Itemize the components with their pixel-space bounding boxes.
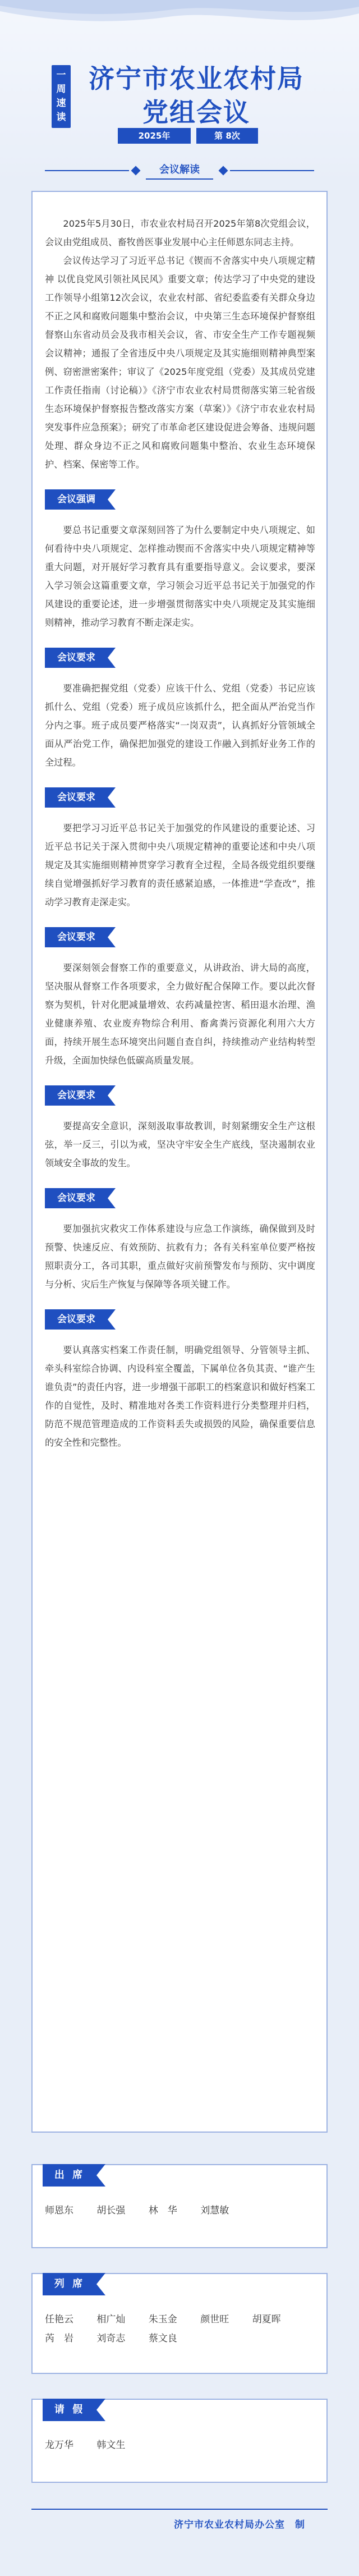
section-block <box>45 911 315 1070</box>
year-badge: 2025年 <box>118 128 191 144</box>
leave-names <box>45 2436 316 2455</box>
page-title <box>79 62 314 129</box>
attendee-name: 胡长强 <box>96 2205 126 2216</box>
attendee-name: 颜世旺 <box>200 2314 229 2325</box>
header <box>0 0 359 185</box>
section-label <box>0 162 359 180</box>
section-text: 要深刻领会督察工作的重要意义，从讲政治、讲大局的高度，坚决服从督察工作各项要求，全力做好配合保障工作。要以此次督察为契机，针对化肥减量增效、农药减量控害、稻田退水治理、渔业健康养殖、农业废弃物综合利用、畜禽粪污资源化利用六大方面，持续开展生态环境突出问题自查自纠，持续推动产业结构转型升级，全面加快绿色低碳高质量发展。 <box>45 962 315 1066</box>
attending-label: 列 席 <box>43 2273 96 2295</box>
section-block <box>45 474 315 632</box>
intro-paragraph-2: 会议传达学习了习近平总书记《锲而不舍落实中央八项规定精神 以优良党风引领社风民风》重要文章；传达学习了中央党的建设工作领导小组第12次会议，农业农村部、省纪委监委有关群众身边不正之风和腐败问题集中整治会议，中央第三生态环境保护督察组督察山东省动员会及我市相关会议，省、市安全生产工作专题视频会议精神；通报了全省违反中央八项规定及其实施细则精神典型案例、窃密泄密案件；审议了《2025年度党组（党委）及其成员党建工作责任指南（讨论稿）》《济宁市农业农村局贯彻落实第三轮省级生态环境保护督察报告整改落实方案（草案）》《济宁市农业农村局突发事件应急预案》；研究了市革命老区建设促进会筹备、违规问题处理、群众身边不正之风和腐败问题集中整治、农业生态环境保护、档案、保密等工作。 <box>45 255 315 470</box>
tag-char: 周 <box>56 84 66 95</box>
title-line-1: 济宁市农业农村局 <box>89 63 304 94</box>
tag-char: 速 <box>56 98 66 109</box>
section-block <box>45 1070 315 1172</box>
issue-badge: 第 8次 <box>196 128 258 144</box>
diamond-icon <box>219 166 228 176</box>
footer-issuer: 济宁市农业农村局办公室 制 <box>174 2519 305 2531</box>
meeting-content-card <box>31 191 328 2133</box>
section-block <box>45 1172 315 1294</box>
section-text: 要认真落实档案工作责任制，明确党组领导、分管领导主抓、牵头科室综合协调、内设科室全覆盖，下属单位各负其责、“谁产生谁负责”的责任内容，进一步增强干部职工的档案意识和做好档案工作的自觉性，及时、精准地对各类工作资料进行分类整理并归档，防范不规范管理造成的工作资料丢失或损毁的风险，确保重要信息的安全性和完整性。 <box>45 1345 315 1448</box>
attendee-name: 师恩东 <box>45 2205 73 2216</box>
header-wave-decoration <box>0 0 359 34</box>
section-text: 要把学习习近平总书记关于加强党的作风建设的重要论述、习近平总书记关于深入贯彻中央八项规定精神的重要论述和中央八项规定及其实施细则精神贯穿学习教育全过程，全局各级党组织要继续自觉增强抓好学习教育的责任感紧迫感，一体推进“学查改”，推动学习教育走深走实。 <box>45 823 315 907</box>
attending-row <box>45 2310 316 2329</box>
attendee-name: 刘奇志 <box>96 2333 126 2344</box>
attendee-name: 韩文生 <box>96 2440 126 2451</box>
diamond-icon <box>131 166 141 176</box>
section-heading: 会议要求 <box>45 1309 108 1330</box>
meeting-content <box>45 214 315 1452</box>
section-heading: 会议要求 <box>45 927 108 947</box>
leave-label: 请 假 <box>43 2399 96 2421</box>
attendee-name: 朱玉金 <box>148 2314 177 2325</box>
attending-names <box>45 2310 316 2348</box>
footer <box>31 2509 328 2536</box>
tag-char: 一 <box>56 70 66 81</box>
section-text: 要提高安全意识，深刻汲取事故教训，时刻紧绷安全生产这根弦，举一反三，引以为戒，坚决守牢安全生产底线，坚决遏制农业领域安全事故的发生。 <box>45 1121 315 1168</box>
section-heading: 会议强调 <box>45 489 108 510</box>
section-text: 要加强抗灾救灾工作体系建设与应急工作演练，确保做到及时预警、快速反应、有效预防、抗救有力；各有关科室单位要严格按照职责分工，各司其职，重点做好灾前预警发布与预防、灾中调度与分析、灾后生产恢复与保障等各项关键工作。 <box>45 1223 315 1290</box>
present-names <box>45 2201 316 2220</box>
section-block <box>45 1294 315 1452</box>
section-text: 要总书记重要文章深刻回答了为什么要制定中央八项规定、如何看待中央八项规定、怎样推动锲而不舍落实中央八项规定精神等重大问题，对开展好学习教育具有重要指导意义。会议要求，要深入学习领会这篇重要文章，学习领会习近平总书记关于加强党的作风建设的重要论述，进一步增强贯彻落实中央八项规定及其实施细则精神，推动学习教育不断走深走实。 <box>45 525 315 628</box>
section-block <box>45 772 315 911</box>
section-heading: 会议要求 <box>45 1188 108 1208</box>
intro-paragraph: 2025年5月30日，市农业农村局召开2025年第8次党组会议，会议由党组成员、畜牧兽医事业发展中心主任师恩东同志主持。 <box>45 218 315 247</box>
attendee-name: 刘慧敏 <box>200 2205 229 2216</box>
divider-line-left <box>45 170 129 171</box>
leave-block <box>31 2399 328 2483</box>
attendee-name: 相广灿 <box>96 2314 126 2325</box>
attending-row <box>45 2329 316 2348</box>
attending-block <box>31 2273 328 2374</box>
section-text: 要准确把握党组（党委）应该干什么、党组（党委）书记应该抓什么、党组（党委）班子成员应该抓什么，把全面从严治党当作分内之事。班子成员要严格落实“一岗双责”，认真抓好分管领域全面从严治党工作，确保把加强党的建设工作融入到抓好业务工作的全过程。 <box>45 683 315 768</box>
section-heading: 会议要求 <box>45 1085 108 1106</box>
attendee-name: 任艳云 <box>45 2314 73 2325</box>
present-block <box>31 2164 328 2248</box>
present-label: 出 席 <box>43 2164 96 2187</box>
title-line-2: 党组会议 <box>142 97 250 127</box>
tag-char: 读 <box>56 112 66 123</box>
attendee-name: 林 华 <box>148 2205 177 2216</box>
section-block <box>45 632 315 772</box>
attendee-name: 龙万华 <box>45 2440 73 2451</box>
section-heading: 会议要求 <box>45 787 108 808</box>
attendee-name: 芮 岩 <box>45 2333 73 2344</box>
attendee-name: 胡夏晖 <box>252 2314 281 2325</box>
attendee-name: 蔡文良 <box>148 2333 177 2344</box>
weekly-digest-tag <box>52 65 71 128</box>
divider-line-right <box>230 170 314 171</box>
section-label-text: 会议解读 <box>146 162 213 180</box>
section-heading: 会议要求 <box>45 648 108 668</box>
